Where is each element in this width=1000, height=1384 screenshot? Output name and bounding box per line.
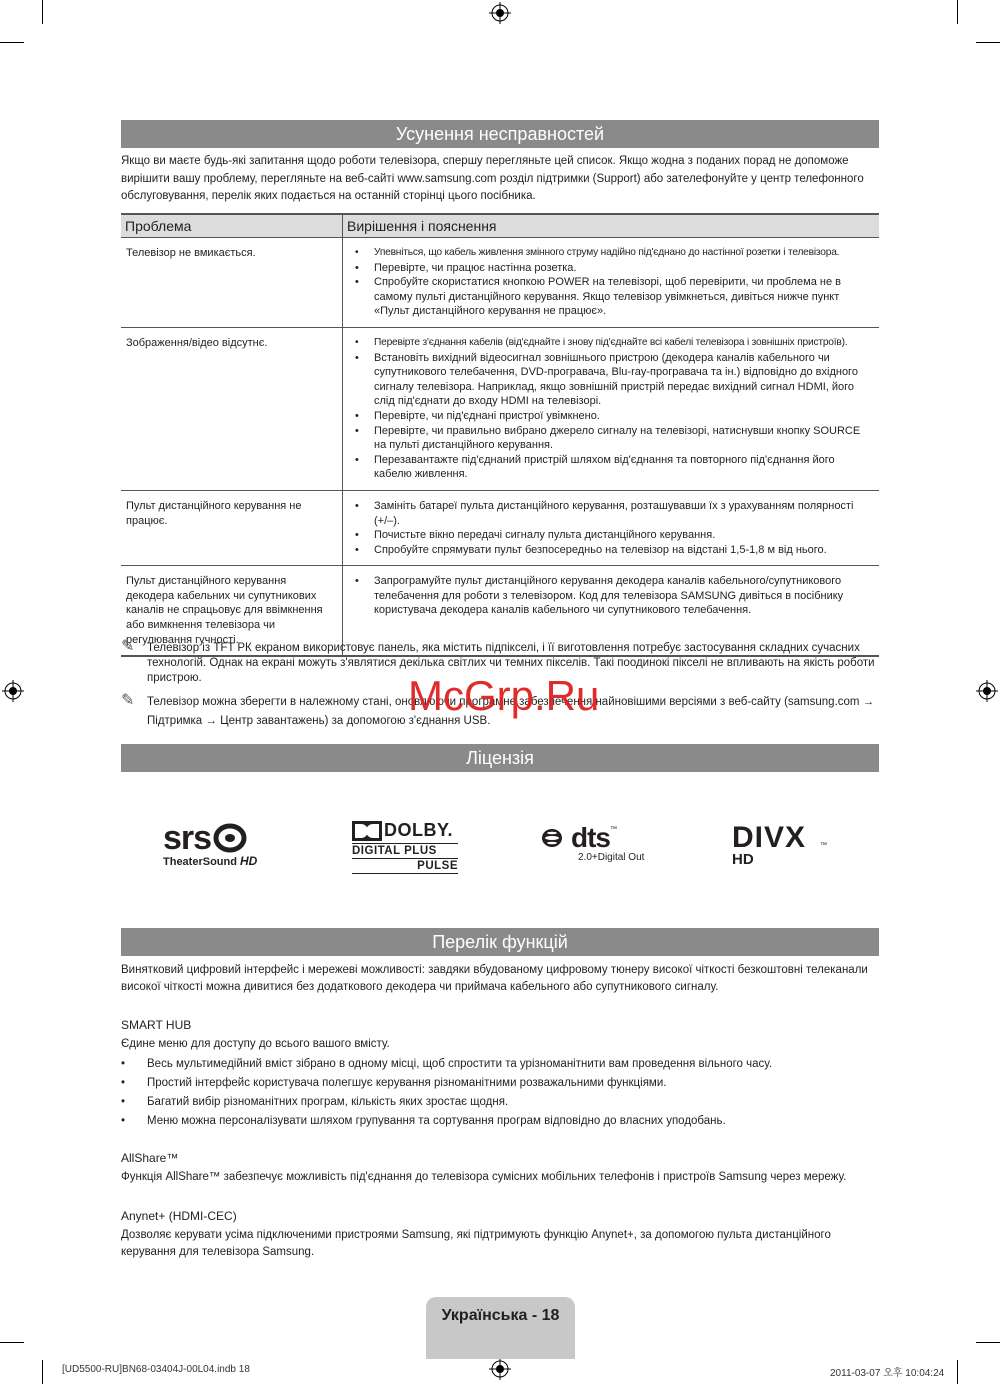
problem-cell: Пульт дистанційного керування не працює.	[121, 490, 343, 565]
problem-cell: Телевізор не вмикається.	[121, 238, 343, 328]
page-number-label: Українська - 18	[426, 1297, 575, 1359]
dts-sub-text: 2.0+Digital Out	[578, 852, 645, 863]
registration-mark-icon	[976, 680, 998, 702]
solution-item: • Почистьте вікно передачі сигналу пульта дистанційного керування.	[349, 528, 874, 543]
solution-item: • Перевірте, чи працює настінна розетка.	[349, 261, 874, 276]
problem-cell: Зображення/відео відсутнє.	[121, 327, 343, 490]
solution-item: • Встановіть вихідний відеосигнал зовнішнього пристрою (декодера каналів кабельного чи супутникового телебачення, DVD-програвача, Blu-ray-програвача та ін.) відповідно до вхідного сигналу телевізора. Наприклад, якщо зовнішній пристрій передає вихідний сигнал HDMI, його слід під'єднати до входу HDMI на телевізорі.	[349, 351, 874, 409]
solution-item: • Перевірте, чи під'єднані пристрої увімкнено.	[349, 409, 874, 424]
section-title-features: Перелік функцій	[121, 928, 879, 956]
section-title-troubleshooting: Усунення несправностей	[121, 120, 879, 148]
srs-sub-text: TheaterSound	[163, 856, 237, 868]
crop-mark	[976, 42, 1000, 43]
dolby-line2-text: PULSE	[352, 859, 458, 874]
note-text: Телевізор із TFT РК екраном використовує панель, яка містить підпікселі, і її виготовлення потребує застосування складних сучасних технологій. Однак на екрані можуть з'являтися декілька світлих чи темних пікселів. Такі поодинокі пікселі не впливають на якість роботи пристрою.	[147, 642, 875, 684]
note-pencil-icon: ✎	[121, 692, 135, 709]
table-row	[121, 327, 879, 490]
srs-circle-icon	[213, 823, 247, 853]
anynet-desc: Дозволяє керувати усіма підключеними пристроями Samsung, які підтримують функцію Anynet+, за допомогою пульта дистанційного керування для телевізора Samsung.	[121, 1229, 831, 1258]
srs-theatersound-logo	[163, 819, 273, 872]
list-item: • Весь мультимедійний вміст зібрано в одному місці, щоб спростити та урізноманітнити вам проведення вільного часу.	[121, 1056, 881, 1075]
crop-mark	[0, 42, 24, 43]
dts-tm-text: ™	[610, 826, 617, 833]
solution-cell	[343, 238, 880, 328]
srs-logo-text: srs	[163, 819, 212, 857]
crop-mark	[957, 0, 958, 24]
dolby-line1-text: DIGITAL PLUS	[352, 843, 458, 859]
dolby-double-d-icon	[352, 821, 382, 841]
solution-item: • Запрограмуйте пульт дистанційного керування декодера каналів кабельного/супутникового телебачення для роботи з телевізором. Код для телевізора SAMSUNG дивіться в посібнику користувача декодера каналів кабельного чи супутникового телебачення.	[349, 574, 874, 618]
list-item: • Багатий вибір різноманітних програм, кількість яких зростає щодня.	[121, 1094, 881, 1113]
solution-item: • Перевірте з'єднання кабелів (від'єднайте і знову під'єднайте всі кабелі телевізора і зовнішніх пристроїв).	[349, 336, 874, 351]
solution-item: • Упевніться, що кабель живлення змінного струму надійно під'єднано до настінної розетки і телевізора.	[349, 246, 874, 261]
watermark: McGrp.Ru	[408, 672, 600, 719]
problem-cell: Пульт дистанційного керування декодера кабельних чи супутникових каналів не спрацьовує для ввімкнення або вимкнення телевізора чи регулювання гучності.	[121, 566, 343, 656]
allshare-title: AllShare™	[121, 1151, 179, 1165]
smart-hub-desc: Єдине меню для доступу до всього вашого вмісту.	[121, 1038, 390, 1050]
solution-cell	[343, 327, 880, 490]
crop-mark	[42, 1360, 43, 1384]
troubleshooting-intro: Якщо ви маєте будь-які запитання щодо роботи телевізора, спершу перегляньте цей список. Якщо жодна з поданих порад не допоможе вирішити вашу проблему, перегляньте на веб-сайті www.samsung.com розділ підтримки (Support) або зателефонуйте у центр телефонного обслуговування, перелік яких подається на останній сторінці цього посібника.	[121, 155, 864, 202]
dts-logo	[541, 822, 651, 870]
crop-mark	[976, 1342, 1000, 1343]
divx-tm-text: ™	[820, 842, 827, 849]
divx-hd-logo	[732, 821, 832, 868]
solution-cell	[343, 490, 880, 565]
solution-item: • Перезавантажте під'єднаний пристрій шляхом від'єднання та повторного під'єднання його кабелю живлення.	[349, 453, 874, 482]
list-item: • Меню можна персоналізувати шляхом групування та сортування програм відповідно до власних уподобань.	[121, 1113, 881, 1132]
divx-hd-text: HD	[732, 851, 754, 868]
smart-hub-list	[121, 1056, 881, 1132]
table-row	[121, 238, 879, 328]
crop-mark	[957, 1360, 958, 1384]
footer-timestamp: 2011-03-07 오후 10:04:24	[830, 1368, 945, 1379]
registration-mark-icon	[489, 2, 511, 24]
column-header-solution: Вирішення і пояснення	[343, 214, 880, 238]
divx-brand-text: DIVX	[732, 821, 807, 854]
crop-mark	[42, 0, 43, 24]
registration-mark-icon	[2, 680, 24, 702]
troubleshooting-table	[121, 213, 879, 657]
column-header-problem: Проблема	[121, 214, 343, 238]
dolby-digital-plus-logo	[352, 820, 458, 876]
table-row	[121, 490, 879, 565]
dolby-brand-text: DOLBY.	[384, 820, 454, 840]
list-item: • Простий інтерфейс користувача полегшує керування різноманітними розважальними функціями.	[121, 1075, 881, 1094]
srs-hd-text: HD	[240, 854, 258, 868]
crop-mark	[0, 1342, 24, 1343]
registration-mark-icon	[489, 1358, 511, 1380]
solution-item: • Замініть батареї пульта дистанційного керування, розташувавши їх з урахуванням полярності (+/–).	[349, 499, 874, 528]
section-title-license: Ліцензія	[121, 744, 879, 772]
dts-brand-text: dts	[571, 822, 610, 853]
solution-item: • Спробуйте спрямувати пульт безпосередньо на телевізор на відстані 1,5-1,8 м від нього.	[349, 543, 874, 558]
solution-item: • Перевірте, чи правильно вибрано джерело сигналу на телевізорі, натиснувши кнопку SOURCE на пульті дистанційного керування.	[349, 424, 874, 453]
features-intro: Винятковий цифровий інтерфейс і мережеві можливості: завдяки вбудованому цифровому тюнеру високої чіткості безкоштовні телеканали високої чіткості можна дивитися без додаткового декодера чи приймача кабельного або супутникового сигналу.	[121, 964, 868, 993]
solution-item: • Спробуйте скористатися кнопкою POWER на телевізорі, щоб перевірити, чи проблема не в самому пульті дистанційного керування. Якщо телевізор увімкнеться, дивіться нижче пункт «Пульт дистанційного керування не працює».	[349, 275, 874, 319]
dts-wave-icon	[541, 827, 571, 849]
smart-hub-title: SMART HUB	[121, 1018, 192, 1032]
note-text: Телевізор можна зберегти в належному стані, оновлюючи програмне забезпечення найновішими версіями з веб-сайту (samsung.com → Підтримка → Центр завантажень) за допомогою з'єднання USB.	[147, 696, 875, 727]
anynet-title: Anynet+ (HDMI-CEC)	[121, 1209, 237, 1223]
note-pencil-icon: ✎	[121, 638, 135, 655]
footer-file-info: [UD5500-RU]BN68-03404J-00L04.indb 18	[62, 1364, 250, 1375]
allshare-desc: Функція AllShare™ забезпечує можливість під'єднання до телевізора сумісних мобільних телефонів і пристроїв Samsung через мережу.	[121, 1171, 847, 1183]
